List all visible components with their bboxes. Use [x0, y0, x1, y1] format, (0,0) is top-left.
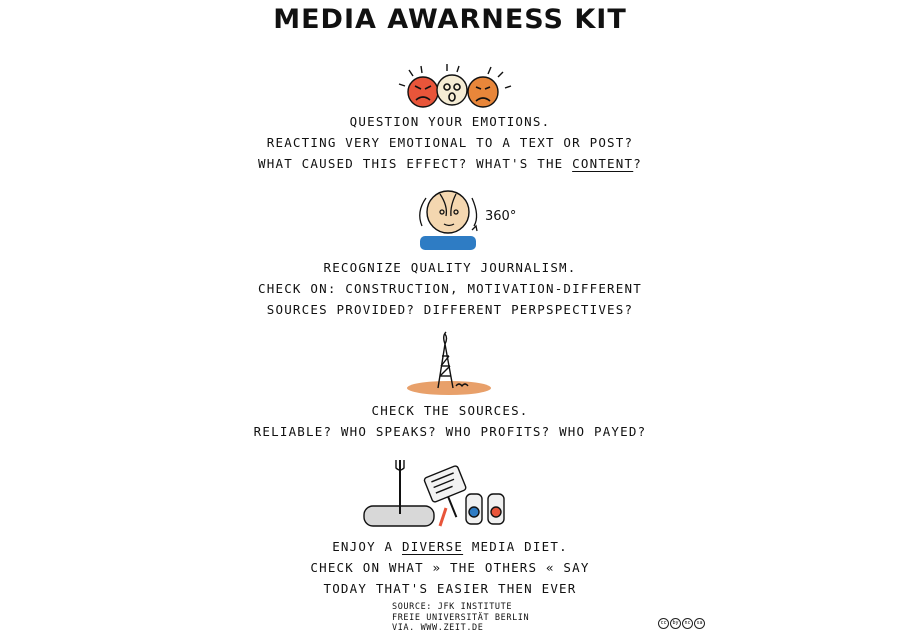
section-journalism	[0, 257, 900, 320]
rotation-label: 360°	[485, 209, 517, 224]
section-heading: QUESTION YOUR EMOTIONS.	[349, 114, 551, 129]
source-credit: SOURCE: JFK INSTITUTE FREIE UNIVERSITÄT BERLIN VIA. WWW.ZEIT.DE	[392, 602, 530, 633]
section-text: REACTING VERY EMOTIONAL TO A TEXT OR POST?	[266, 135, 634, 150]
section-sources	[0, 400, 900, 442]
head-360-icon	[412, 186, 522, 250]
section-text: WHAT CAUSED THIS EFFECT? WHAT'S THE CONTENT?	[258, 156, 642, 171]
cc-icon: cc	[658, 618, 669, 629]
section-text: CHECK ON WHAT » THE OTHERS « SAY	[310, 560, 590, 575]
section-text: CHECK ON: CONSTRUCTION, MOTIVATION-DIFFERENT	[258, 281, 642, 296]
sa-icon: sa	[694, 618, 705, 629]
page-title: MEDIA AWARNESS KIT	[273, 4, 627, 35]
section-text: SOURCES PROVIDED? DIFFERENT PERPSPECTIVES?	[266, 302, 634, 317]
section-text: TODAY THAT'S EASIER THEN EVER	[323, 581, 577, 596]
section-heading: ENJOY A DIVERSE MEDIA DIET.	[332, 539, 568, 554]
underlined-word: CONTENT	[572, 156, 634, 171]
oil-rig-icon	[404, 330, 494, 396]
section-heading: CHECK THE SOURCES.	[371, 403, 529, 418]
section-emotions	[0, 111, 900, 174]
license-badge	[658, 618, 705, 629]
section-text: RELIABLE? WHO SPEAKS? WHO PROFITS? WHO PAYED?	[253, 424, 647, 439]
nc-icon: nc	[682, 618, 693, 629]
by-icon: by	[670, 618, 681, 629]
media-diet-icon	[360, 456, 530, 530]
section-media-diet	[0, 536, 900, 599]
emotion-faces-icon	[395, 62, 515, 114]
section-heading: RECOGNIZE QUALITY JOURNALISM.	[323, 260, 577, 275]
underlined-word: DIVERSE	[402, 539, 464, 554]
